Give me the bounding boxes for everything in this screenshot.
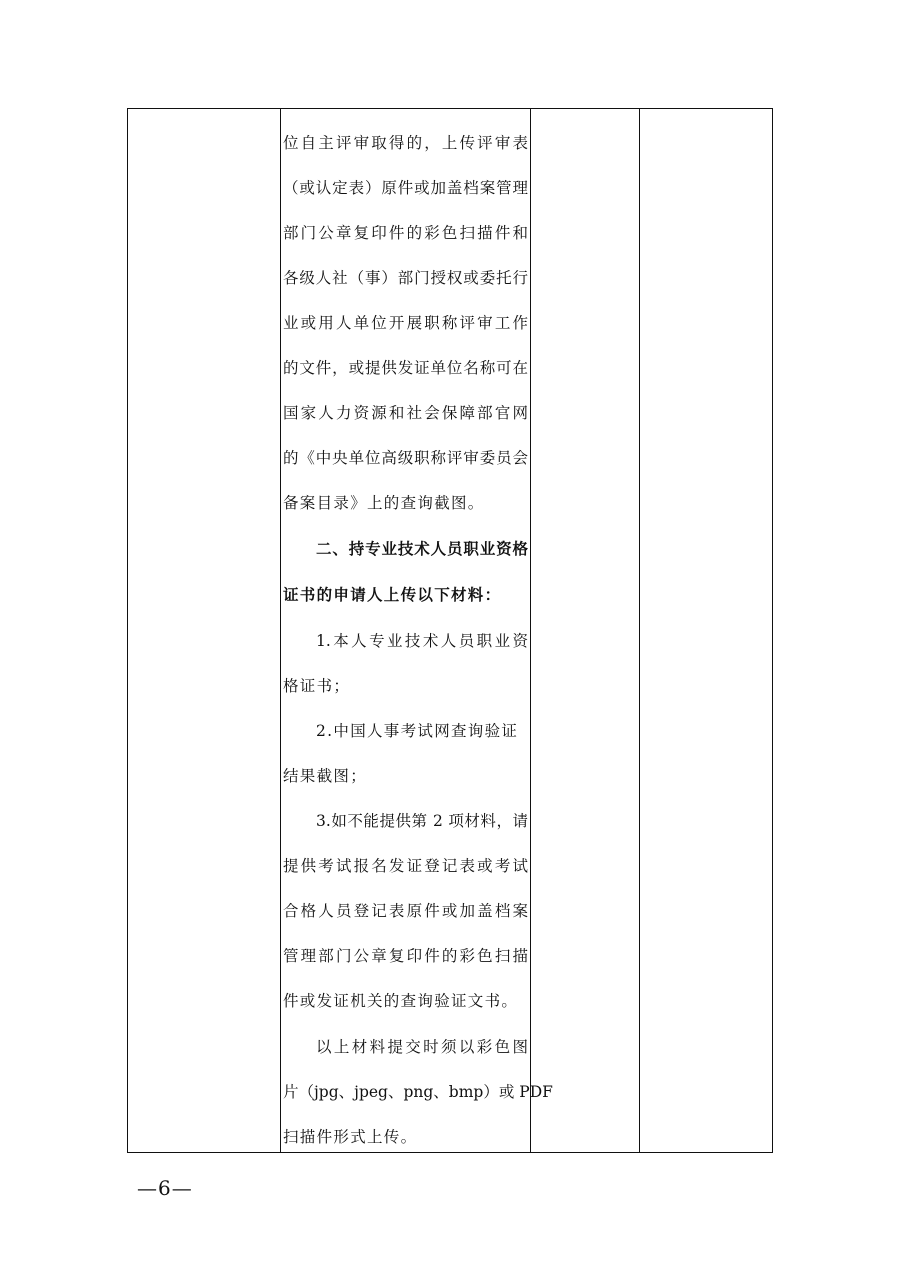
column-divider bbox=[530, 109, 531, 1152]
cell-text-line: 备案目录》上的查询截图。 bbox=[283, 494, 485, 512]
cell-text-line: 1.本人专业技术人员职业资 bbox=[316, 632, 528, 650]
cell-text-line: 合格人员登记表原件或加盖档案 bbox=[283, 902, 528, 920]
cell-text-line: 的文件，或提供发证单位名称可在 bbox=[283, 359, 528, 377]
cell-text-line: 扫描件形式上传。 bbox=[283, 1128, 418, 1146]
cell-text-line: 位自主评审取得的，上传评审表 bbox=[283, 134, 528, 152]
cell-text-line: 2.中国人事考试网查询验证 bbox=[316, 722, 519, 740]
cell-text-line: 各级人社（事）部门授权或委托行 bbox=[283, 269, 528, 287]
requirements-table bbox=[127, 108, 773, 1153]
cell-text-line: 的《中央单位高级职称评审委员会 bbox=[283, 449, 528, 467]
page-number: —6— bbox=[137, 1176, 193, 1200]
cell-text-line: 国家人力资源和社会保障部官网 bbox=[283, 404, 528, 422]
cell-text-line: 管理部门公章复印件的彩色扫描 bbox=[283, 947, 528, 965]
section-heading: 证书的申请人上传以下材料： bbox=[283, 585, 502, 604]
cell-text-line: 格证书； bbox=[283, 677, 351, 695]
cell-text-line: 以上材料提交时须以彩色图 bbox=[316, 1038, 528, 1056]
cell-text-line: 部门公章复印件的彩色扫描件和 bbox=[283, 224, 528, 242]
cell-text-line: 结果截图； bbox=[283, 767, 368, 785]
cell-text-line: 业或用人单位开展职称评审工作 bbox=[283, 314, 528, 332]
cell-text-line: 提供考试报名发证登记表或考试 bbox=[283, 857, 528, 875]
cell-text-line: 3.如不能提供第 2 项材料，请 bbox=[316, 812, 528, 830]
column-divider bbox=[639, 109, 640, 1152]
cell-text-line: （或认定表）原件或加盖档案管理 bbox=[283, 179, 528, 197]
materials-cell bbox=[280, 109, 553, 1152]
section-heading: 二、持专业技术人员职业资格 bbox=[316, 539, 528, 558]
cell-text-line: 件或发证机关的查询验证文书。 bbox=[283, 992, 519, 1010]
cell-text-line: 片（jpg、jpeg、png、bmp）或 PDF bbox=[283, 1083, 553, 1101]
